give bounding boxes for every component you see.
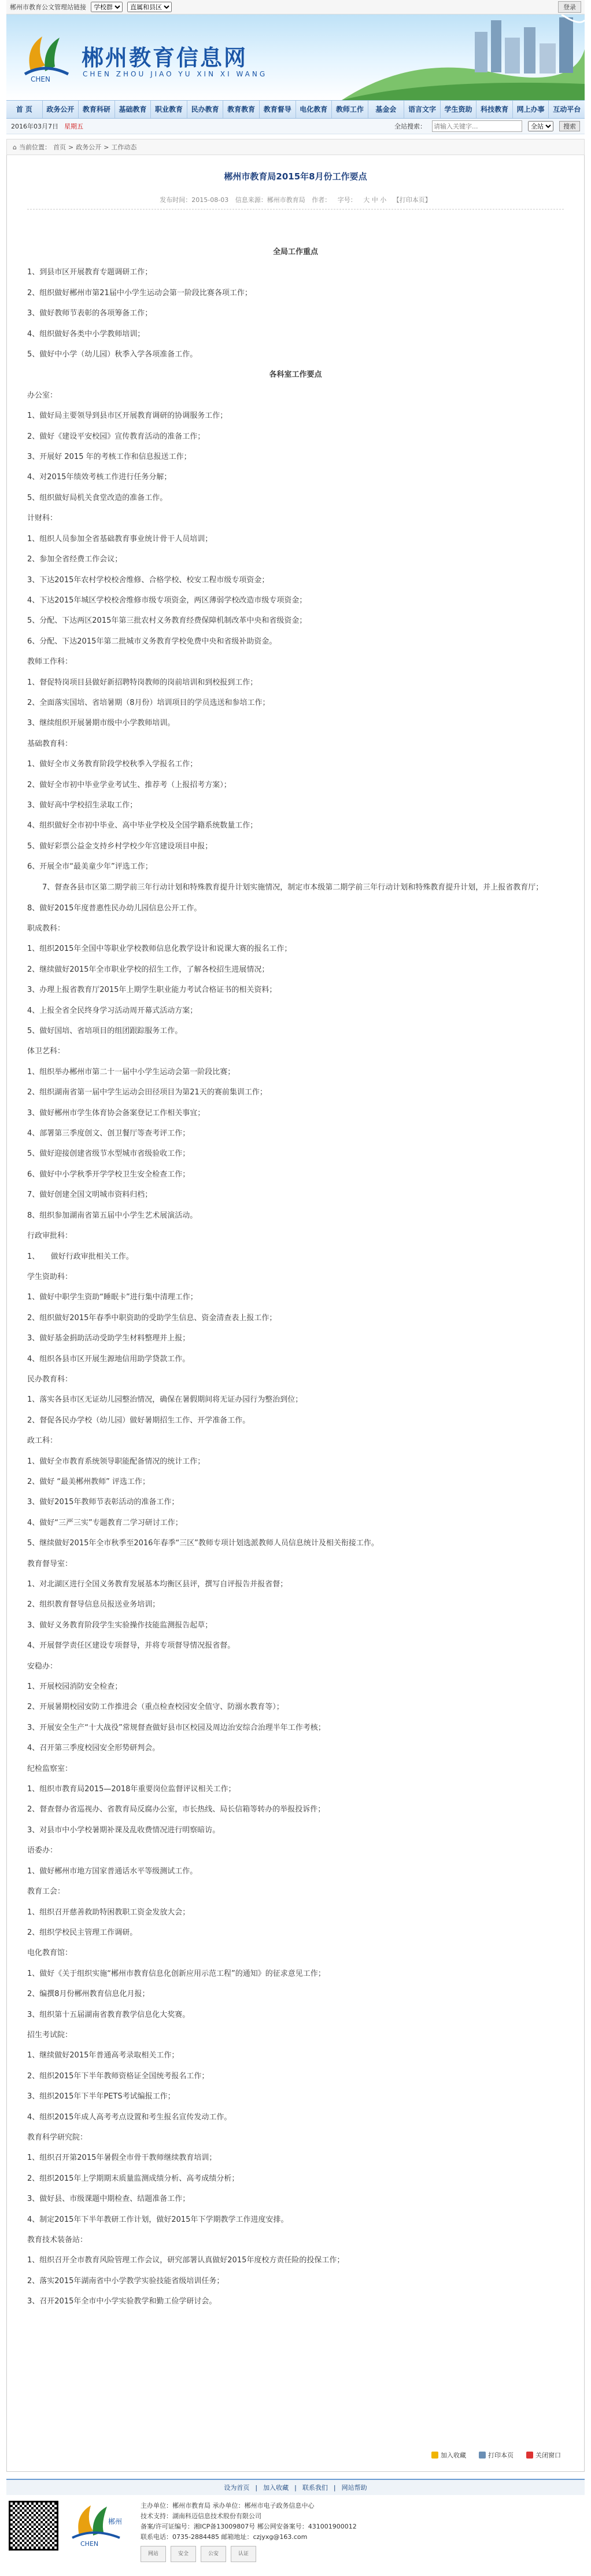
content-line: 2、落实2015年湖南省中小学教学实验技能省级培训任务； [27, 2276, 224, 2285]
article-meta [27, 195, 564, 210]
content-line: 5、继续做好2015年全市秋季至2016年春季“三区”教师专项计划选派教师人员信息统计及相关衔接工作。 [27, 1539, 379, 1548]
badge[interactable]: 安全 [171, 2546, 196, 2562]
content-line: 1、继续做好2015年普通高考录取相关工作； [27, 2051, 179, 2060]
content-line: 4、组织2015年成人高考考点设置和考生报名宣传发动工作。 [27, 2112, 232, 2122]
nav-item[interactable]: 教育教育 [223, 101, 260, 118]
section-heading: 各科室工作要点 [269, 370, 322, 380]
nav-item[interactable]: 互动平台 [553, 105, 581, 113]
content-line: 5、做好彩票公益金支持乡村学校少年宫建设项目申报； [27, 841, 213, 851]
weekday: 星期五 [64, 123, 83, 130]
sponsor-line: 主办单位：郴州市教育局 承办单位：郴州市电子政务信息中心 [141, 2502, 315, 2509]
info-bar [6, 119, 585, 134]
content-line: 2、组织做好2015年春季中职资助的受助学生信息、资金清查表上报工作； [27, 1313, 277, 1322]
content-line: 3、继续组织开展暑期市级中小学教师培训。 [27, 719, 175, 728]
content-line: 2、组织湖南省第一届中学生运动会田径项目为第21天的赛前集训工作； [27, 1088, 267, 1097]
nav-item[interactable]: 教育科研 [79, 101, 115, 118]
content-line: 1、督促特岗项目县做好新招聘特岗教师的岗前培训和到校报到工作； [27, 678, 258, 687]
content-line: 1、开展校园消防安全检查； [27, 1682, 123, 1692]
content-line: 4、制定2015年下半年教研工作计划，做好2015年下学期教学工作进度安排。 [27, 2215, 289, 2224]
content-line: 7、督查各县市区第二期学前三年行动计划和特殊教育提升计划实施情况，制定市本级第二期学前三年行动计划和特殊教育提升计划，并上报省教育厅； [42, 883, 544, 892]
content-line: 6、开展全市“最美童少年”评选工作； [27, 862, 153, 872]
site-banner [6, 14, 585, 100]
badge[interactable]: 网站 [141, 2546, 166, 2562]
content-line: 2、全面落实国培、省培暑期（8月份）培训项目的学员选送和参培工作； [27, 698, 270, 707]
content-line: 计财科： [27, 514, 58, 523]
content-line: 2、参加全省经费工作会议； [27, 555, 123, 564]
breadcrumb-sep: > [68, 143, 74, 151]
tech-support-line: 技术支持：湖南科迈信息技术股份有限公司 [141, 2512, 261, 2520]
content-line: 3、做好义务教育阶段学生实验操作技能监测报告起草； [27, 1620, 213, 1630]
content-line: 1、做好《关于组织实施“郴州市教育信息化创新应用示范工程”的通知》的征求意见工作； [27, 1969, 326, 1978]
content-line: 1、到县市区开展教育专题调研工作； [27, 268, 153, 277]
content-line: 招生考试院： [27, 2030, 73, 2040]
content-line: 语委办： [27, 1846, 58, 1855]
article-tools [431, 2450, 561, 2460]
font-size-label: 字号： [337, 196, 357, 204]
contact-link[interactable]: 联系我们 [302, 2484, 328, 2492]
nav-item[interactable]: 基金会 [368, 101, 405, 118]
site-title: 郴州教育信息网 [82, 45, 248, 71]
home-icon: ⌂ [13, 143, 17, 151]
nav-item[interactable]: 电化教育 [296, 101, 333, 118]
content-line: 3、做好郴州市学生体育协会备案登记工作相关事宜； [27, 1108, 205, 1118]
content-line: 3、做好基金捐助活动受助学生材料整理并上报； [27, 1334, 190, 1343]
nav-item[interactable]: 基础教育 [115, 101, 152, 118]
content-line: 教育技术装备站： [27, 2236, 88, 2244]
breadcrumb-section[interactable]: 政务公开 [76, 144, 102, 151]
school-select[interactable] [91, 2, 123, 12]
content-line: 2、组织2015年上学期期末质量监测成绩分析、高考成绩分析； [27, 2174, 239, 2183]
search-button[interactable]: 搜索 [559, 121, 580, 131]
content-line: 2、做好《建设平安校园》宣传教育活动的准备工作； [27, 432, 205, 441]
svg-text:CHEN: CHEN [80, 2540, 99, 2547]
content-line: 4、组织各县市区开展生源地信用助学贷款工作。 [27, 1354, 190, 1364]
svg-text:CHEN: CHEN [31, 75, 50, 83]
nav-item[interactable]: 科技教育 [477, 101, 513, 118]
content-line: 5、做好迎接创建省级节水型城市省级验收工作； [27, 1149, 190, 1159]
content-line: 1、组织召开第2015年暑假全市骨干教师继续教育培训； [27, 2154, 217, 2163]
content-line: 学生资助科： [27, 1272, 73, 1281]
content-line: 4、下达2015年城区学校校舍维修市级专项资金，两区薄弱学校改造市级专项资金； [27, 596, 307, 605]
star-icon [431, 2452, 438, 2459]
content-line: 3、做好县、市级课题中期检查、结题准备工作； [27, 2195, 190, 2204]
contact-line: 联系电话：0735-2884485 邮箱地址：czjyxg@163.com [141, 2533, 308, 2541]
publish-time: 发布时间：2015-08-03 [160, 196, 229, 204]
nav-item[interactable]: 学生资助 [441, 101, 477, 118]
content-line: 2、组织教育督导信息员报送业务培训； [27, 1600, 160, 1609]
nav-item[interactable]: 教育督导 [260, 101, 296, 118]
content-line: 体卫艺科： [27, 1047, 65, 1056]
nav-item[interactable]: 民办教育 [187, 101, 224, 118]
close-icon [526, 2452, 533, 2459]
content-line: 3、组织2015年下半年PETS考试编报工作； [27, 2092, 175, 2101]
add-favorite-link[interactable]: 加入收藏 [263, 2484, 289, 2492]
content-line: 3、做好教师节表彰的各项筹备工作； [27, 309, 153, 318]
content-line: 1、组织2015年全国中等职业学校教师信息化教学设计和说课大赛的报名工作； [27, 945, 292, 954]
top-strip [6, 0, 585, 14]
content-line: 职成教科： [27, 924, 65, 933]
content-line: 2、组织学校民主管理工作调研。 [27, 1928, 138, 1937]
content-line: 4、组织做好全市初中毕业、高中毕业学校及全国学籍系统数量工作； [27, 821, 258, 831]
content-line: 2、督促各民办学校（幼儿园）做好暑期招生工作、开学准备工作。 [27, 1416, 250, 1425]
svg-text:郴州: 郴州 [108, 2518, 123, 2526]
content-line: 8、做好2015年度普惠性民办幼儿园信息公开工作。 [27, 903, 202, 913]
site-subtitle: CHEN ZHOU JIAO YU XIN XI WANG [83, 70, 268, 78]
content-line: 4、组织做好各类中小学教师培训； [27, 329, 145, 339]
breadcrumb-prefix: 当前位置： [19, 144, 51, 151]
qr-code-icon [9, 2501, 58, 2551]
content-line: 3、对县市中小学校暑期补课及乱收费情况进行明察暗访。 [27, 1825, 220, 1835]
content-line: 2、继续做好2015年全市职业学校的招生工作，了解各校招生进展情况； [27, 965, 269, 974]
content-line: 1、组织召开慈善救助特困教职工资金发放大会； [27, 1908, 190, 1917]
site-logo-icon [19, 31, 71, 83]
help-link[interactable]: 网站帮助 [341, 2484, 367, 2492]
footer-links: 设为首页 | 加入收藏 | 联系我们 | 网站帮助 [6, 2479, 585, 2495]
content-line: 1、做好全市义务教育阶段学校秋季入学报名工作； [27, 760, 198, 769]
content-line: 5、做好中小学（幼儿园）秋季入学各项准备工作。 [27, 350, 198, 359]
content-line: 电化教育馆： [27, 1949, 73, 1958]
content-line: 4、部署第三季度创文、创卫餐厅等查考评工作； [27, 1129, 190, 1138]
article-title: 郴州市教育局2015年8月份工作要点 [224, 171, 367, 182]
content-line: 3、组织第十五届湖南省教育教学信息化大奖赛。 [27, 2010, 190, 2019]
search-scope-select[interactable] [528, 121, 553, 131]
login-button[interactable]: 登录 [558, 1, 581, 13]
content-line: 民办教育科： [27, 1375, 73, 1384]
content-line: 3、下达2015年农村学校校舍维修、合格学校、校安工程市级专项资金； [27, 575, 269, 585]
breadcrumb [6, 139, 585, 155]
content-line: 教育工会： [27, 1887, 65, 1897]
content-line: 4、召开第三季度校园安全形势研判会。 [27, 1744, 160, 1753]
content-line: 1、做好局主要领导到县市区开展教育调研的协调服务工作； [27, 411, 228, 421]
main-nav [6, 100, 585, 119]
site-link-label: 郴州市教育公文管理站链接 [10, 3, 86, 11]
content-line: 4、对2015年绩效考核工作进行任务分解； [27, 473, 172, 482]
content-line: 教师工作科： [27, 657, 73, 667]
content-line: 2、做好全市初中毕业学业考试生、推荐考（上报招考方案）； [27, 780, 231, 789]
nav-item[interactable]: 教师工作 [332, 101, 368, 118]
content-line: 5、做好国培、省培项目的组团跟踪服务工作。 [27, 1027, 183, 1036]
nav-item[interactable]: 政务公开 [43, 101, 79, 118]
badge[interactable]: 公安 [201, 2546, 226, 2562]
content-line: 基础教育科： [27, 739, 73, 748]
content-line: 6、分配、下达2015年第二批城市义务教育学校免费中央和省级补助资金。 [27, 637, 277, 646]
content-line: 1、组织召开全市教育风险管理工作会议，研究部署认真做好2015年度校方责任险的投保工作； [27, 2256, 345, 2265]
content-line: 安稳办： [27, 1662, 58, 1671]
content-line: 6、做好中小学秋季开学学校卫生安全检查工作； [27, 1170, 190, 1179]
city-skyline-icon [342, 14, 585, 100]
content-line: 3、开展安全生产“十大战役”常规督查做好县市区校园及周边治安综合治理半年工作考核； [27, 1723, 326, 1732]
content-line: 1、组织市教育局2015—2018年重要岗位监督评议相关工作； [27, 1785, 236, 1794]
content-line: 1、做好中职学生资助“睡眠卡”进行集中清理工作； [27, 1293, 198, 1302]
search-label: 全站搜索： [394, 123, 426, 130]
nav-item[interactable]: 首 页 [6, 101, 43, 118]
content-line: 2、组织做好郴州市第21届中小学生运动会第一阶段比赛各项工作； [27, 288, 252, 297]
print-button[interactable]: 打印本页 [479, 2450, 514, 2460]
footer-logo-icon [68, 2501, 131, 2547]
search-input[interactable] [432, 120, 522, 132]
content-line: 1、 做好行政审批相关工作。 [27, 1252, 134, 1261]
content-line: 3、做好高中学校招生录取工作； [27, 800, 138, 810]
content-line: 教育督导室： [27, 1559, 73, 1568]
content-line: 2、开展暑期校园安防工作推进会（重点检查校园安全值守、防溺水教育等）； [27, 1703, 284, 1712]
author: 作者： [312, 196, 331, 204]
content-line: 1、落实各县市区无证幼儿园整治情况，确保在暑假期间将无证办园行为整治到位； [27, 1395, 303, 1405]
printer-icon [479, 2452, 486, 2459]
content-line: 教育科学研究院： [27, 2133, 88, 2142]
content-line: 8、组织参加湖南省第五届中小学生艺术展演活动。 [27, 1211, 198, 1220]
content-line: 3、做好2015年教师节表彰活动的准备工作； [27, 1498, 179, 1507]
content-line: 1、组织举办郴州市第二十一届中小学生运动会第一阶段比赛； [27, 1067, 235, 1076]
content-line: 2、做好 “最美郴州教师” 评选工作； [27, 1477, 150, 1486]
content-line: 4、上报全省全民终身学习活动周开幕式活动方案； [27, 1006, 198, 1015]
footer-info [141, 2501, 357, 2562]
add-favorite-button[interactable]: 加入收藏 [431, 2450, 466, 2460]
county-select[interactable] [127, 2, 172, 12]
close-window-button[interactable]: 关闭窗口 [526, 2450, 561, 2460]
content-line: 5、组织做好局机关食堂改造的准备工作。 [27, 493, 168, 502]
current-date: 2016年03月7日 [11, 123, 58, 130]
info-source: 信息来源：郴州市教育局 [235, 196, 305, 204]
content-line: 办公室： [27, 391, 58, 400]
content-line: 1、对北湖区进行全国义务教育发展基本均衡区县评，撰写自评报告并报省督； [27, 1580, 288, 1589]
page [6, 0, 585, 2576]
set-homepage-link[interactable]: 设为首页 [224, 2484, 250, 2492]
content-line: 2、组织2015年下半年教师资格证全国统考报名工作； [27, 2071, 209, 2081]
content-line: 2、编撰8月份郴州教育信息化月报； [27, 1990, 150, 1999]
content-line: 1、做好全市教育系统领导职能配备情况的统计工作； [27, 1457, 205, 1466]
nav-item[interactable]: 网上办事 [513, 101, 549, 118]
article-content [27, 242, 564, 2312]
print-link[interactable]: 【打印本页】 [393, 196, 431, 204]
content-line: 1、做好郴州市地方国家普通话水平等级测试工作。 [27, 1866, 198, 1876]
font-size-switch[interactable]: 大 中 小 [363, 196, 387, 204]
content-line: 行政审批科： [27, 1232, 73, 1241]
breadcrumb-home[interactable]: 首页 [53, 144, 66, 151]
badge[interactable]: 认证 [231, 2546, 256, 2562]
content-line: 2、督查督办省巡视办、省教育局反腐办公室，市长热线、局长信箱等转办的举报投诉件； [27, 1805, 326, 1814]
content-line: 政工科： [27, 1436, 58, 1446]
content-line: 3、开展好 2015 年的考核工作和信息报送工作； [27, 453, 191, 462]
content-line: 1、组织人员参加全省基础教育事业统计骨干人员培训； [27, 534, 213, 543]
breadcrumb-current[interactable]: 工作动态 [111, 144, 137, 151]
section-heading: 全局工作重点 [272, 248, 318, 256]
content-line: 纪检监察室： [27, 1764, 73, 1773]
content-line: 5、分配、下达两区2015年第三批农村义务教育经费保障机制改革中央和省级资金； [27, 616, 307, 626]
icp-line: 备案/许可证编号：湘ICP备13009807号 郴公网安备案号：431001900012 [141, 2523, 357, 2530]
footer [6, 2495, 585, 2576]
content-line: 7、做好创建全国文明城市资料归档； [27, 1190, 153, 1200]
article [6, 155, 585, 2472]
content-line: 3、办理上报省教育厅2015年上期学生职业能力考试合格证书的相关资料； [27, 986, 277, 995]
certification-badges [141, 2546, 357, 2562]
breadcrumb-sep: > [104, 143, 109, 151]
content-line: 4、做好“三严三实”专题教育二学习研讨工作； [27, 1518, 183, 1527]
content-line: 3、召开2015年全市中小学实验教学和勤工俭学研讨会。 [27, 2297, 217, 2306]
content-line: 4、开展督学责任区建设专项督导，并将专项督导情况报省督。 [27, 1641, 235, 1651]
nav-item[interactable]: 职业教育 [151, 101, 187, 118]
nav-item[interactable]: 语言文字 [404, 101, 441, 118]
